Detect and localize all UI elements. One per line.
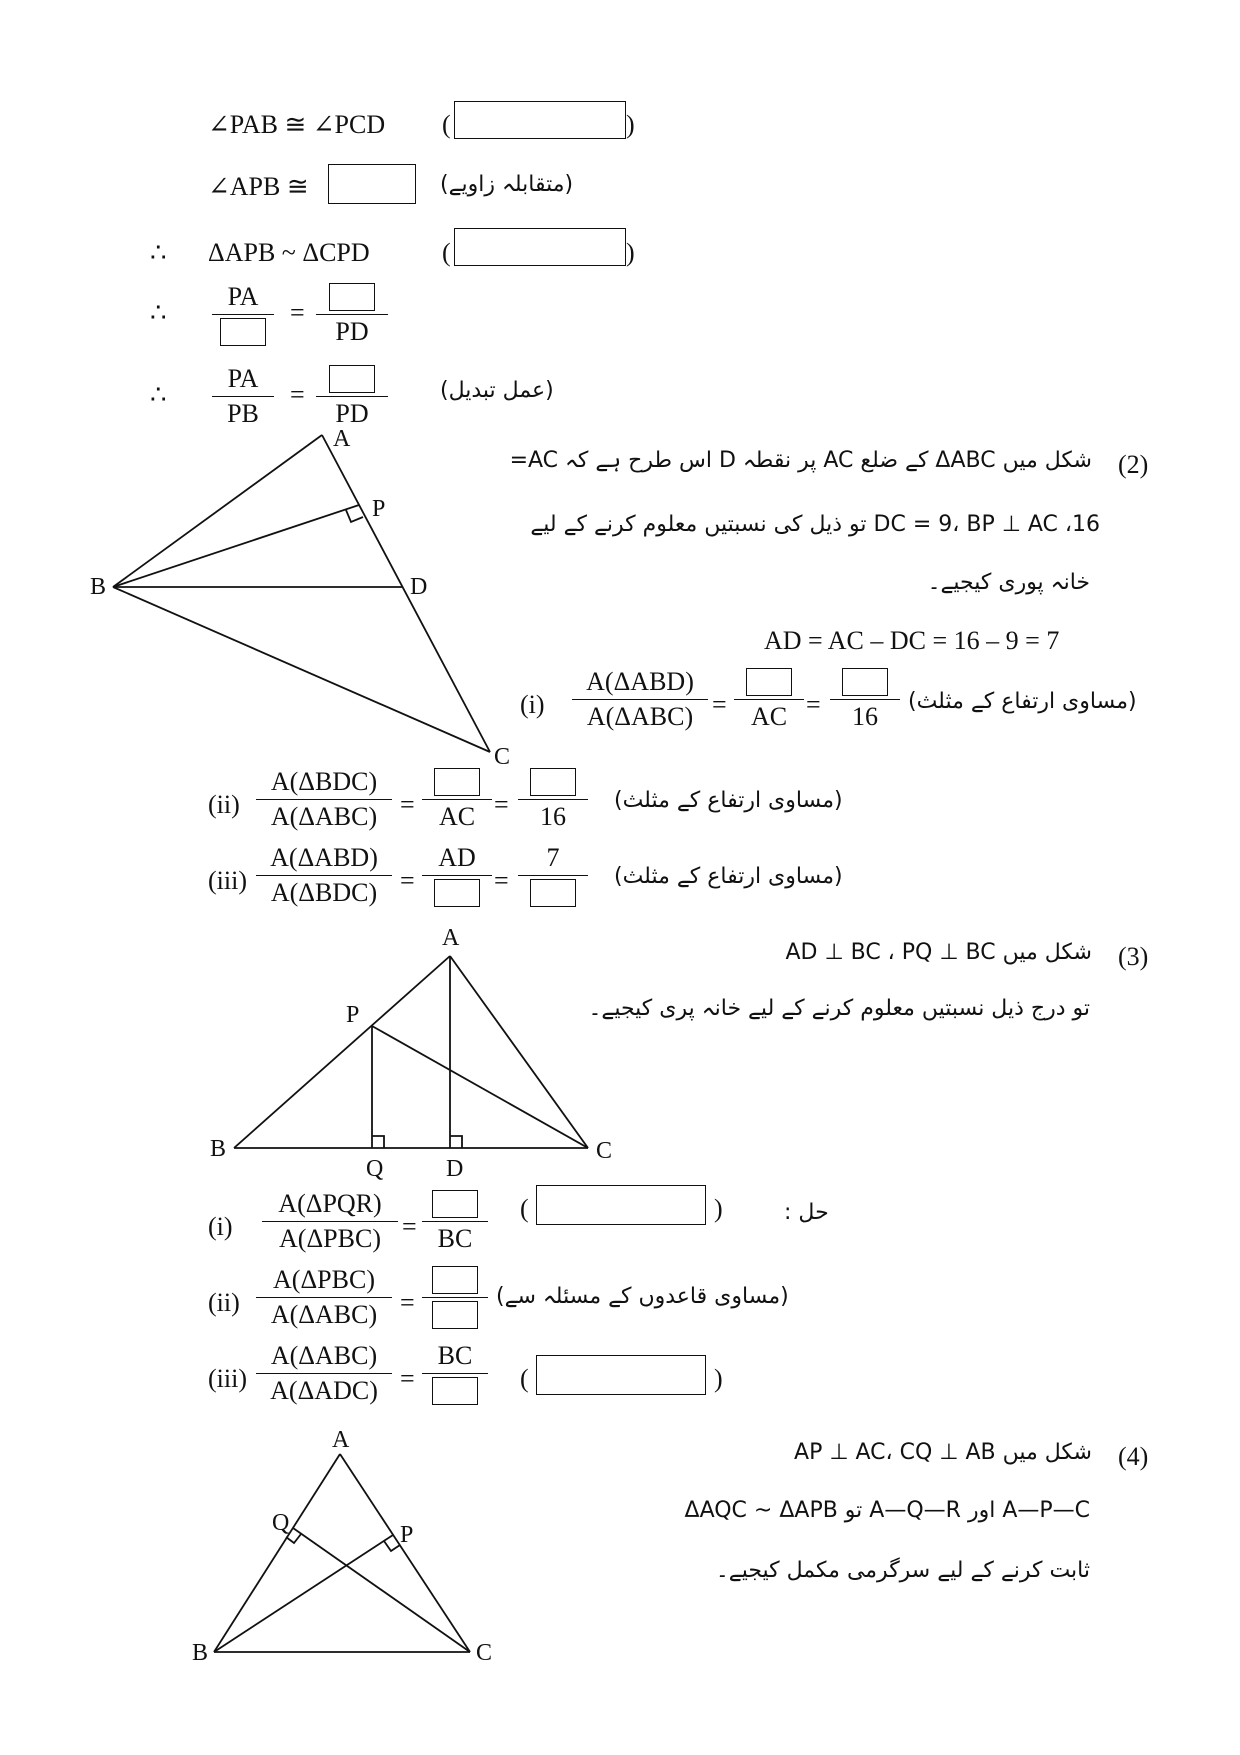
answer-box[interactable] <box>432 1377 478 1405</box>
denominator: A(ΔBDC) <box>270 878 378 907</box>
denominator: A(ΔABC) <box>586 702 694 731</box>
q4-triangle-figure <box>214 1454 470 1652</box>
denominator: 16 <box>852 702 878 731</box>
equals-sign: = <box>400 1288 415 1317</box>
denominator: A(ΔABC) <box>270 1300 378 1329</box>
equals-sign: = <box>712 690 727 719</box>
numerator: A(ΔPBC) <box>273 1265 375 1294</box>
label-C: C <box>596 1138 613 1164</box>
paren-close: ) <box>626 110 635 139</box>
denominator: A(ΔADC) <box>270 1376 378 1405</box>
label-C: C <box>476 1640 493 1666</box>
proof-line3-statement: ΔAPB ~ ΔCPD <box>208 238 370 267</box>
label-B: B <box>90 574 107 600</box>
part-label: (i) <box>520 690 545 719</box>
part-reason: (مساوی ارتفاع کے مثلث) <box>614 788 843 813</box>
denominator: BC <box>437 1224 473 1253</box>
question-number: (2) <box>1118 450 1149 479</box>
label-A: A <box>333 426 351 452</box>
paren-open: ( <box>520 1364 529 1393</box>
part-label: (i) <box>208 1212 233 1241</box>
fraction <box>262 1189 398 1254</box>
denominator: AC <box>438 802 476 831</box>
fraction <box>422 1189 488 1254</box>
label-A: A <box>442 925 460 951</box>
q3-text-line2: تو درج ذیل نسبتیں معلوم کرنے کے لیے خانہ پری کیجیے۔ <box>588 996 1090 1021</box>
fraction <box>256 1341 392 1406</box>
label-Q: Q <box>366 1156 384 1182</box>
therefore-symbol: ∴ <box>150 380 167 409</box>
segment-AC <box>322 435 490 752</box>
fraction <box>518 843 588 908</box>
fraction <box>256 1265 392 1330</box>
label-P: P <box>346 1002 360 1028</box>
answer-box[interactable] <box>842 668 888 696</box>
q3-triangle-figure <box>234 956 588 1148</box>
denominator: 16 <box>540 802 566 831</box>
segment-PC <box>372 1026 588 1148</box>
equals-sign: = <box>402 1212 417 1241</box>
denominator: AC <box>750 702 788 731</box>
q2-ad-line: AD = AC – DC = 16 – 9 = 7 <box>764 626 1060 655</box>
denominator: A(ΔPBC) <box>279 1224 381 1253</box>
segment-BP <box>214 1535 393 1652</box>
part-reason: (مساوی ارتفاع کے مثلث) <box>614 864 843 889</box>
right-angle-mark <box>346 510 363 522</box>
label-B: B <box>210 1136 227 1162</box>
numerator: 7 <box>546 843 560 872</box>
equals-sign: = <box>494 790 509 819</box>
part-label: (ii) <box>208 1288 240 1317</box>
q4-text-line1: شکل میں AP ⊥ AC، CQ ⊥ AB <box>794 1440 1092 1465</box>
right-angle-mark <box>450 1136 462 1148</box>
segment-BA <box>214 1454 340 1652</box>
q3-text-line1: شکل میں AD ⊥ BC ، PQ ⊥ BC <box>785 940 1092 965</box>
numerator: BC <box>437 1341 473 1370</box>
numerator: PA <box>227 364 259 393</box>
fraction <box>518 767 588 832</box>
proof-line5-reason: (عمل تبدیل) <box>440 378 554 403</box>
paren-close: ) <box>714 1194 723 1223</box>
numerator: AD <box>438 843 476 872</box>
question-number: (3) <box>1118 942 1149 971</box>
label-P: P <box>372 496 386 522</box>
answer-box[interactable] <box>434 768 480 796</box>
paren-open: ( <box>442 238 451 267</box>
equals-sign: = <box>290 298 305 327</box>
answer-box[interactable] <box>530 768 576 796</box>
answer-box[interactable] <box>530 879 576 907</box>
q2-text-line1: شکل میں ΔABC کے ضلع AC پر نقطہ D اس طرح ہے کہ AC= <box>509 448 1092 473</box>
denominator: PD <box>335 317 369 346</box>
label-D: D <box>446 1156 464 1182</box>
numerator: PA <box>227 282 259 311</box>
label-C: C <box>494 744 511 770</box>
q4-text-line2: A—P—C اور A—Q—R تو ΔAQC ~ ΔAPB <box>684 1498 1090 1523</box>
answer-box[interactable] <box>432 1190 478 1218</box>
right-angle-mark <box>372 1136 384 1148</box>
fraction <box>830 667 900 732</box>
paren-close: ) <box>714 1364 723 1393</box>
segment-BP <box>113 505 359 587</box>
denominator: A(ΔABC) <box>270 802 378 831</box>
answer-box[interactable] <box>432 1301 478 1329</box>
numerator: A(ΔBDC) <box>270 767 378 796</box>
q2-triangle-figure <box>113 435 490 752</box>
question-number: (4) <box>1118 1442 1149 1471</box>
segment-AC <box>340 1454 470 1652</box>
answer-box[interactable] <box>434 879 480 907</box>
segment-AC <box>450 956 588 1148</box>
proof-line1-statement: ∠PAB ≅ ∠PCD <box>208 110 386 139</box>
numerator: A(ΔABC) <box>270 1341 378 1370</box>
solution-label: حل : <box>784 1200 829 1225</box>
label-Q: Q <box>272 1510 290 1536</box>
proof-line2-reason: (متقابلہ زاویے) <box>440 172 574 197</box>
segment-BC <box>113 587 490 752</box>
paren-open: ( <box>520 1194 529 1223</box>
equals-sign: = <box>400 866 415 895</box>
part-label: (ii) <box>208 790 240 819</box>
equals-sign: = <box>806 690 821 719</box>
label-A: A <box>332 1427 350 1453</box>
equals-sign: = <box>494 866 509 895</box>
q2-text-line2: 16، DC = 9، BP ⊥ AC تو ذیل کی نسبتیں معلوم کرنے کے لیے <box>530 512 1100 537</box>
denominator: PD <box>335 399 369 428</box>
part-label: (iii) <box>208 866 247 895</box>
label-D: D <box>410 574 428 600</box>
fraction <box>572 667 708 732</box>
q4-text-line3: ثابت کرنے کے لیے سرگرمی مکمل کیجیے۔ <box>715 1558 1090 1583</box>
equals-sign: = <box>400 790 415 819</box>
therefore-symbol: ∴ <box>150 298 167 327</box>
part-label: (iii) <box>208 1364 247 1393</box>
fraction <box>256 767 392 832</box>
label-P: P <box>400 1522 414 1548</box>
equals-sign: = <box>400 1364 415 1393</box>
fraction <box>422 1341 488 1406</box>
segment-QC <box>293 1528 470 1652</box>
q2-text-line3: خانہ پوری کیجیے۔ <box>927 570 1090 595</box>
paren-open: ( <box>442 110 451 139</box>
numerator: A(ΔABD) <box>586 667 694 696</box>
answer-box[interactable] <box>536 1355 706 1395</box>
label-B: B <box>192 1640 209 1666</box>
therefore-symbol: ∴ <box>150 238 167 267</box>
answer-box[interactable] <box>536 1185 706 1225</box>
segment-BA <box>113 435 322 587</box>
fraction <box>256 843 392 908</box>
part-reason: (مساوی ارتفاع کے مثلث) <box>908 689 1137 714</box>
numerator: A(ΔPQR) <box>278 1189 382 1218</box>
fraction <box>734 667 804 732</box>
numerator: A(ΔABD) <box>270 843 378 872</box>
part-reason: (مساوی قاعدوں کے مسئلہ سے) <box>496 1284 789 1309</box>
proof-line2-statement: ∠APB ≅ <box>208 172 309 201</box>
answer-box[interactable] <box>746 668 792 696</box>
fraction <box>422 1265 488 1330</box>
answer-box[interactable] <box>432 1266 478 1294</box>
equals-sign: = <box>290 380 305 409</box>
paren-close: ) <box>626 238 635 267</box>
denominator: PB <box>227 399 259 428</box>
fraction <box>422 843 492 908</box>
fraction <box>422 767 492 832</box>
